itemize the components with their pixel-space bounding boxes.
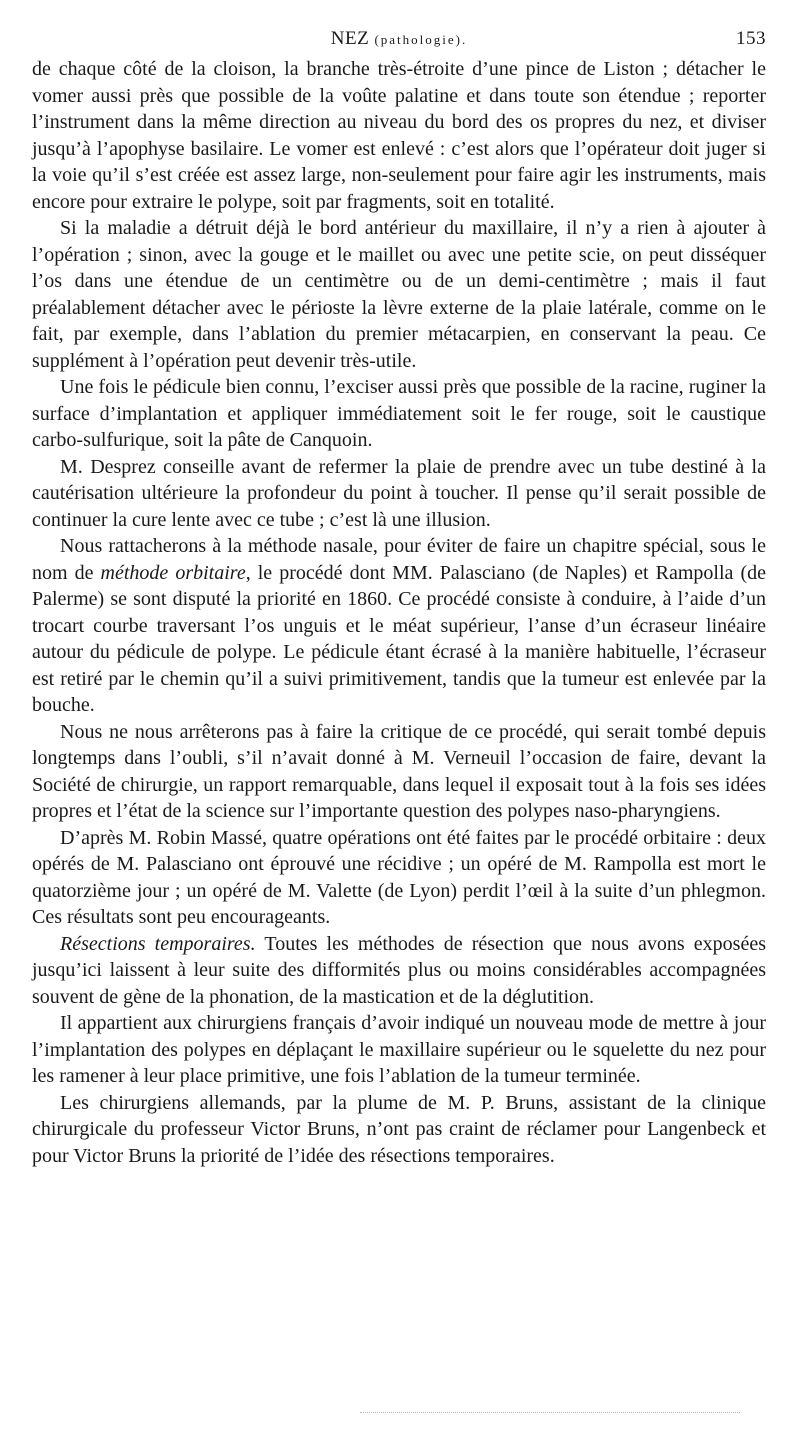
running-title-main: NEZ bbox=[330, 28, 370, 49]
page-number: 153 bbox=[736, 28, 766, 49]
page-bottom-marks bbox=[360, 1412, 740, 1419]
section-heading-resections: Résections temporaires. bbox=[60, 932, 256, 955]
running-head bbox=[32, 22, 766, 56]
body-text bbox=[32, 56, 766, 1169]
paragraph-1: de chaque côté de la cloison, la branche très-étroite d’une pince de Liston ; détacher le vomer aussi près que possible de la voûte palatine et dans toute son étendue ; reporter l’instrument dans la même direction au niveau du bord des os propres du nez, et diviser jusqu’à l’apophyse basilaire. Le vomer est enlevé : c’est alors que l’opérateur doit juger si la voie qu’il s’est créée est assez large, non-seulement pour faire agir les instruments, mais encore pour extraire le polype, soit par fragments, soit en totalité. bbox=[32, 58, 766, 213]
paragraph-4: M. Desprez conseille avant de refermer la plaie de prendre avec un tube destiné à la cautérisation ultérieure la profondeur du point à toucher. Il pense qu’il serait possible de continuer la cure lente avec ce tube ; c’est là une illusion. bbox=[32, 455, 766, 531]
paragraph-5-after: , le procédé dont MM. Palasciano (de Naples) et Rampolla (de Palerme) se sont disputé la priorité en 1860. Ce procédé consiste à conduire, à l’aide d’un trocart courbe traversant l’os unguis et le méat supérieur, l’anse d’un écraseur linéaire autour du pédicule de polype. Le pédicule étant écrasé à la manière habituelle, l’écraseur est retiré par le chemin qu’il a suivi primitivement, tandis que la tumeur est enlevée par la bouche. bbox=[32, 561, 767, 716]
paragraph-8 bbox=[32, 931, 766, 1011]
book-page bbox=[32, 22, 766, 1169]
running-title-small: (pathologie). bbox=[374, 32, 468, 47]
paragraph-7: D’après M. Robin Massé, quatre opérations ont été faites par le procédé orbitaire : deux opérés de M. Palasciano ont éprouvé une récidive ; un opéré de M. Rampolla est mort le quatorzième jour ; un opéré de M. Valette (de Lyon) perdit l’œil à la suite d’un phlegmon. Ces résultats sont peu encourageants. bbox=[32, 826, 766, 928]
paragraph-3: Une fois le pédicule bien connu, l’exciser aussi près que possible de la racine, ruginer la surface d’implantation et appliquer immédiatement soit le fer rouge, soit le caustique carbo-sulfurique, soit la pâte de Canquoin. bbox=[32, 376, 766, 451]
paragraph-2: Si la maladie a détruit déjà le bord antérieur du maxillaire, il n’y a rien à ajouter à l’opération ; sinon, avec la gouge et le maillet ou avec une petite scie, on peut disséquer l’os dans une étendue de un centimètre ou de un demi-centimètre ; mais il faut préalablement détacher avec le périoste la lèvre externe de la plaie latérale, comme on le fait, par exemple, dans l’ablation du premier métacarpien, en conservant la peau. Ce supplément à l’opération peut devenir très-utile. bbox=[32, 217, 766, 372]
paragraph-5 bbox=[32, 533, 766, 719]
paragraph-5-emphasis: méthode orbitaire bbox=[100, 561, 246, 584]
paragraph-10: Les chirurgiens allemands, par la plume de M. P. Bruns, assistant de la clinique chirurgicale du professeur Victor Bruns, n’ont pas craint de réclamer pour Langenbeck et pour Victor Bruns la priorité de l’idée des résections temporaires. bbox=[32, 1091, 766, 1167]
running-title bbox=[32, 28, 766, 50]
paragraph-9: Il appartient aux chirurgiens français d’avoir indiqué un nouveau mode de mettre à jour l’implantation des polypes en déplaçant le maxillaire supérieur ou le squelette du nez pour les ramener à leur place primitive, une fois l’ablation de la tumeur terminée. bbox=[32, 1012, 766, 1087]
paragraph-5-before: Nous rattacherons à la méthode nasale, pour éviter de faire un chapitre spécial, sous le nom de bbox=[32, 535, 766, 584]
paragraph-8-after: Toutes les méthodes de résection que nous avons exposées jusqu’ici laissent à leur suite des difformités plus ou moins considérables accompagnées souvent de gène de la phonation, de la mastication et de la déglutition. bbox=[32, 932, 766, 1008]
paragraph-6: Nous ne nous arrêterons pas à faire la critique de ce procédé, qui serait tombé depuis longtemps dans l’oubli, s’il n’avait donné à M. Verneuil l’occasion de faire, devant la Société de chirurgie, un rapport remarquable, dans lequel il exposait tout à la fois ses idées propres et l’état de la science sur l’importante question des polypes naso-pharyngiens. bbox=[32, 720, 766, 822]
